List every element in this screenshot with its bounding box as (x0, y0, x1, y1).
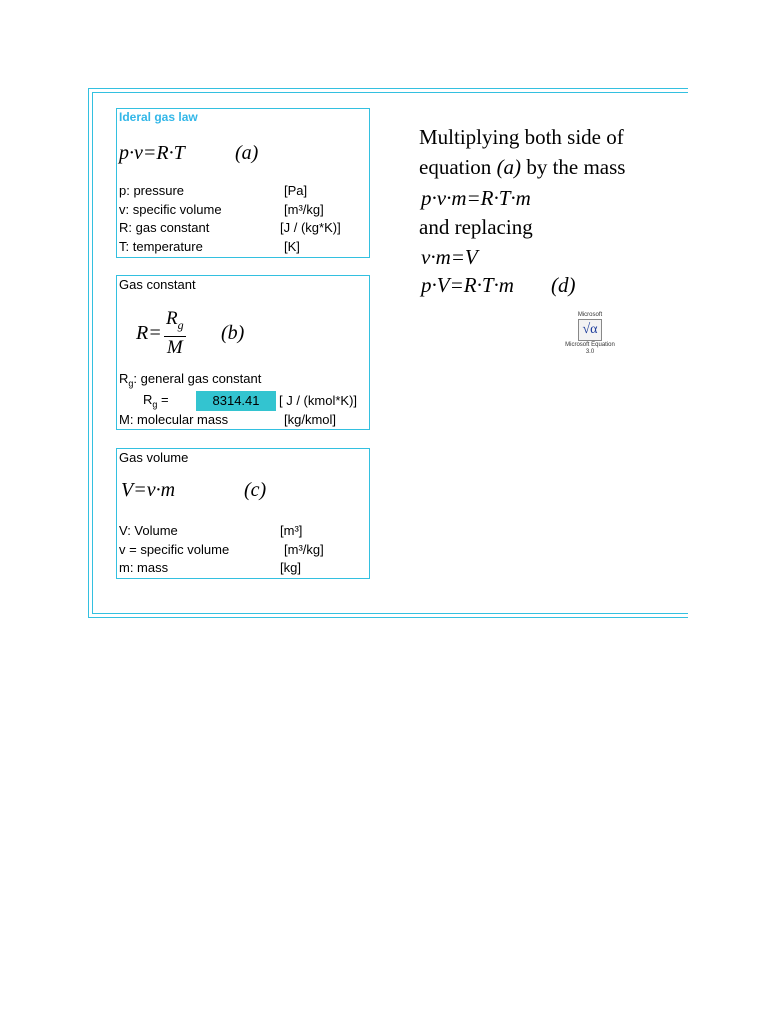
var-row-temperature: T: temperature (119, 239, 203, 254)
unit-volume: [m³] (280, 523, 303, 538)
equation-d-label: (d) (551, 273, 576, 297)
derived-equation-1[interactable]: p·v·m=R·T·m (421, 186, 531, 210)
equation-b-lhs: R= (136, 322, 162, 344)
fraction-denominator: M (166, 336, 183, 358)
equation-c[interactable]: V=v·m (121, 479, 176, 501)
explanation-line-1: Multiplying both side of (419, 125, 624, 149)
gas-constant-box (116, 275, 370, 430)
equation-b-fraction[interactable] (164, 308, 186, 359)
var-row-molecular-mass: M: molecular mass (119, 412, 229, 427)
gas-constant-title: Gas constant (119, 277, 196, 292)
ms-equation-object-icon[interactable] (560, 312, 620, 355)
rg-value-cell[interactable]: 8314.41 (196, 391, 276, 411)
explanation-line-3: and replacing (419, 215, 533, 239)
ideal-gas-law-box (116, 108, 370, 258)
unit-pressure: [Pa] (284, 183, 308, 198)
gas-volume-box (116, 448, 370, 579)
var-row-mass: m: mass (119, 560, 169, 575)
derived-equation-3[interactable]: p·V=R·T·m (421, 273, 514, 297)
unit-gas-constant: [J / (kg*K)] (280, 220, 341, 235)
ms-equation-name: Microsoft Equation (565, 342, 615, 348)
explanation-line-2: equation (a) by the mass (419, 155, 626, 179)
equation-c-label: (c) (244, 479, 267, 501)
ideal-gas-law-title: Ideral gas law (119, 110, 198, 124)
unit-mass: [kg] (280, 560, 301, 575)
ms-equation-top-text: Microsoft (577, 312, 603, 318)
unit-specific-volume-2: [m³/kg] (284, 542, 324, 557)
var-row-specific-volume: v: specific volume (119, 202, 222, 217)
equation-a-label: (a) (235, 142, 259, 164)
sqrt-alpha-icon: √α (578, 319, 602, 341)
var-row-volume: V: Volume (119, 523, 178, 538)
var-row-specific-volume-2: v = specific volume (119, 542, 230, 557)
equation-ref-a: (a) (496, 155, 522, 179)
equation-b-label: (b) (221, 322, 245, 344)
unit-molecular-mass: [kg/kmol] (284, 412, 337, 427)
rg-value-label: $R_g$ = (143, 392, 169, 410)
rg-unit: [ J / (kmol*K)] (279, 393, 358, 408)
unit-specific-volume: [m³/kg] (284, 202, 324, 217)
var-row-pressure: p: pressure (119, 183, 185, 198)
fraction-numerator: $R_g$ (164, 308, 186, 337)
rg-description: $R_g$: general gas constant (119, 371, 262, 389)
equation-a[interactable]: p·v=R·T (119, 142, 185, 164)
ms-equation-version: 3.0 (585, 349, 595, 355)
gas-volume-title: Gas volume (119, 450, 189, 465)
derived-equation-2[interactable]: v·m=V (421, 245, 478, 269)
var-row-gas-constant: R: gas constant (119, 220, 210, 235)
unit-temperature: [K] (284, 239, 300, 254)
